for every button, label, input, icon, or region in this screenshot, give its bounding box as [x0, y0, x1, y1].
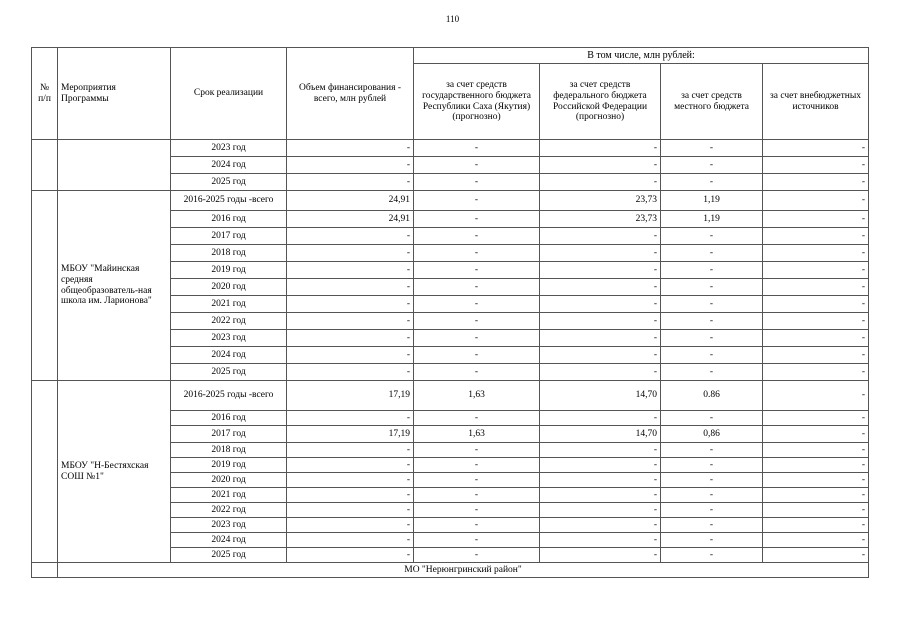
extrabudget-cell: - [763, 211, 869, 228]
total-cell: 17,19 [287, 426, 414, 443]
extrabudget-cell: - [763, 174, 869, 191]
federal-budget-cell: - [540, 245, 661, 262]
footer-label: МО "Нерюнгринский район" [58, 563, 869, 578]
period-cell: 2017 год [171, 426, 287, 443]
header-period: Срок реализации [171, 48, 287, 140]
total-cell: - [287, 262, 414, 279]
total-cell: - [287, 488, 414, 503]
period-cell: 2021 год [171, 488, 287, 503]
period-cell: 2023 год [171, 330, 287, 347]
local-budget-cell: - [661, 262, 763, 279]
local-budget-cell: - [661, 347, 763, 364]
header-republic-budget: за счет средств государственного бюджета Республики Саха (Якутия) (прогнозно) [414, 64, 540, 140]
extrabudget-cell: - [763, 533, 869, 548]
republic-budget-cell: - [414, 140, 540, 157]
total-cell: - [287, 443, 414, 458]
total-cell: - [287, 228, 414, 245]
program-group-1 [32, 191, 869, 381]
extrabudget-cell: - [763, 330, 869, 347]
local-budget-cell: - [661, 533, 763, 548]
republic-budget-cell: - [414, 443, 540, 458]
row-num-cell [32, 381, 58, 563]
extrabudget-cell: - [763, 426, 869, 443]
period-cell: 2016-2025 годы -всего [171, 191, 287, 211]
federal-budget-cell: - [540, 473, 661, 488]
local-budget-cell: - [661, 488, 763, 503]
republic-budget-cell: - [414, 473, 540, 488]
total-cell: 24,91 [287, 211, 414, 228]
federal-budget-cell: - [540, 330, 661, 347]
period-cell: 2024 год [171, 157, 287, 174]
republic-budget-cell: - [414, 245, 540, 262]
republic-budget-cell: 1,63 [414, 426, 540, 443]
federal-budget-cell: - [540, 458, 661, 473]
total-cell: - [287, 296, 414, 313]
total-cell: 17,19 [287, 381, 414, 411]
federal-budget-cell: - [540, 503, 661, 518]
federal-budget-cell: 14,70 [540, 426, 661, 443]
total-cell: - [287, 140, 414, 157]
federal-budget-cell: - [540, 533, 661, 548]
federal-budget-cell: - [540, 140, 661, 157]
local-budget-cell: 1,19 [661, 191, 763, 211]
local-budget-cell: - [661, 296, 763, 313]
row-num-cell [32, 191, 58, 381]
table-footer [32, 563, 869, 578]
period-cell: 2025 год [171, 548, 287, 563]
republic-budget-cell: - [414, 458, 540, 473]
republic-budget-cell: - [414, 157, 540, 174]
local-budget-cell: - [661, 330, 763, 347]
local-budget-cell: - [661, 228, 763, 245]
republic-budget-cell: - [414, 174, 540, 191]
period-cell: 2023 год [171, 140, 287, 157]
total-cell: - [287, 279, 414, 296]
table-row [32, 191, 869, 211]
header-activities: Мероприятия Программы [58, 48, 171, 140]
program-name: МБОУ "Майинская средняя общеобразователь-ная школа им. Ларионова" [58, 191, 171, 381]
republic-budget-cell: - [414, 364, 540, 381]
total-cell: - [287, 548, 414, 563]
extrabudget-cell: - [763, 381, 869, 411]
local-budget-cell: - [661, 411, 763, 426]
local-budget-cell: - [661, 458, 763, 473]
period-cell: 2016 год [171, 411, 287, 426]
federal-budget-cell: - [540, 364, 661, 381]
federal-budget-cell: - [540, 296, 661, 313]
header-federal-budget: за счет средств федерального бюджета Российской Федерации (прогнозно) [540, 64, 661, 140]
period-cell: 2016-2025 годы -всего [171, 381, 287, 411]
extrabudget-cell: - [763, 157, 869, 174]
federal-budget-cell: 23,73 [540, 211, 661, 228]
header-total: Объем финансирования - всего, млн рублей [287, 48, 414, 140]
local-budget-cell: - [661, 548, 763, 563]
local-budget-cell: 0,86 [661, 426, 763, 443]
total-cell: - [287, 533, 414, 548]
total-cell: 24,91 [287, 191, 414, 211]
republic-budget-cell: - [414, 228, 540, 245]
federal-budget-cell: 14,70 [540, 381, 661, 411]
local-budget-cell: - [661, 140, 763, 157]
total-cell: - [287, 157, 414, 174]
republic-budget-cell: - [414, 518, 540, 533]
footer-num-cell [32, 563, 58, 578]
period-cell: 2020 год [171, 279, 287, 296]
republic-budget-cell: - [414, 296, 540, 313]
extrabudget-cell: - [763, 313, 869, 330]
total-cell: - [287, 503, 414, 518]
header-local-budget: за счет средств местного бюджета [661, 64, 763, 140]
period-cell: 2022 год [171, 503, 287, 518]
federal-budget-cell: - [540, 279, 661, 296]
total-cell: - [287, 347, 414, 364]
federal-budget-cell: - [540, 228, 661, 245]
total-cell: - [287, 411, 414, 426]
extrabudget-cell: - [763, 488, 869, 503]
period-cell: 2020 год [171, 473, 287, 488]
total-cell: - [287, 330, 414, 347]
republic-budget-cell: - [414, 411, 540, 426]
republic-budget-cell: - [414, 347, 540, 364]
extrabudget-cell: - [763, 458, 869, 473]
federal-budget-cell: - [540, 313, 661, 330]
local-budget-cell: - [661, 157, 763, 174]
republic-budget-cell: - [414, 279, 540, 296]
period-cell: 2016 год [171, 211, 287, 228]
republic-budget-cell: - [414, 211, 540, 228]
extrabudget-cell: - [763, 518, 869, 533]
period-cell: 2018 год [171, 443, 287, 458]
federal-budget-cell: - [540, 157, 661, 174]
federal-budget-cell: - [540, 518, 661, 533]
total-cell: - [287, 313, 414, 330]
republic-budget-cell: - [414, 313, 540, 330]
extrabudget-cell: - [763, 443, 869, 458]
period-cell: 2017 год [171, 228, 287, 245]
federal-budget-cell: - [540, 347, 661, 364]
total-cell: - [287, 458, 414, 473]
budget-table [31, 47, 869, 578]
page-number: 110 [445, 14, 460, 24]
period-cell: 2018 год [171, 245, 287, 262]
header-extrabudget: за счет внебюджетных источников [763, 64, 869, 140]
local-budget-cell: - [661, 518, 763, 533]
extrabudget-cell: - [763, 473, 869, 488]
program-name [58, 140, 171, 191]
local-budget-cell: - [661, 174, 763, 191]
local-budget-cell: - [661, 473, 763, 488]
extrabudget-cell: - [763, 411, 869, 426]
total-cell: - [287, 174, 414, 191]
program-group-2 [32, 381, 869, 563]
header-including: В том числе, млн рублей: [414, 48, 869, 64]
local-budget-cell: - [661, 364, 763, 381]
extrabudget-cell: - [763, 191, 869, 211]
period-cell: 2025 год [171, 174, 287, 191]
period-cell: 2021 год [171, 296, 287, 313]
extrabudget-cell: - [763, 228, 869, 245]
table-row [32, 381, 869, 411]
period-cell: 2019 год [171, 458, 287, 473]
total-cell: - [287, 473, 414, 488]
extrabudget-cell: - [763, 140, 869, 157]
table-header [32, 48, 869, 140]
row-num-cell [32, 140, 58, 191]
republic-budget-cell: - [414, 548, 540, 563]
total-cell: - [287, 364, 414, 381]
extrabudget-cell: - [763, 548, 869, 563]
local-budget-cell: - [661, 313, 763, 330]
extrabudget-cell: - [763, 262, 869, 279]
period-cell: 2024 год [171, 533, 287, 548]
period-cell: 2024 год [171, 347, 287, 364]
republic-budget-cell: - [414, 488, 540, 503]
federal-budget-cell: - [540, 411, 661, 426]
extrabudget-cell: - [763, 245, 869, 262]
federal-budget-cell: 23,73 [540, 191, 661, 211]
republic-budget-cell: - [414, 191, 540, 211]
federal-budget-cell: - [540, 262, 661, 279]
federal-budget-cell: - [540, 443, 661, 458]
period-cell: 2023 год [171, 518, 287, 533]
federal-budget-cell: - [540, 548, 661, 563]
local-budget-cell: 1,19 [661, 211, 763, 228]
total-cell: - [287, 245, 414, 262]
program-group-0 [32, 140, 869, 191]
local-budget-cell: 0.86 [661, 381, 763, 411]
republic-budget-cell: - [414, 533, 540, 548]
extrabudget-cell: - [763, 296, 869, 313]
header-num: № п/п [32, 48, 58, 140]
extrabudget-cell: - [763, 364, 869, 381]
program-name: МБОУ "Н-Бестяхская СОШ №1" [58, 381, 171, 563]
local-budget-cell: - [661, 443, 763, 458]
total-cell: - [287, 518, 414, 533]
republic-budget-cell: - [414, 503, 540, 518]
republic-budget-cell: - [414, 262, 540, 279]
local-budget-cell: - [661, 503, 763, 518]
period-cell: 2022 год [171, 313, 287, 330]
republic-budget-cell: - [414, 330, 540, 347]
extrabudget-cell: - [763, 503, 869, 518]
federal-budget-cell: - [540, 174, 661, 191]
extrabudget-cell: - [763, 347, 869, 364]
local-budget-cell: - [661, 245, 763, 262]
extrabudget-cell: - [763, 279, 869, 296]
period-cell: 2019 год [171, 262, 287, 279]
federal-budget-cell: - [540, 488, 661, 503]
republic-budget-cell: 1,63 [414, 381, 540, 411]
local-budget-cell: - [661, 279, 763, 296]
table-row [32, 140, 869, 157]
period-cell: 2025 год [171, 364, 287, 381]
